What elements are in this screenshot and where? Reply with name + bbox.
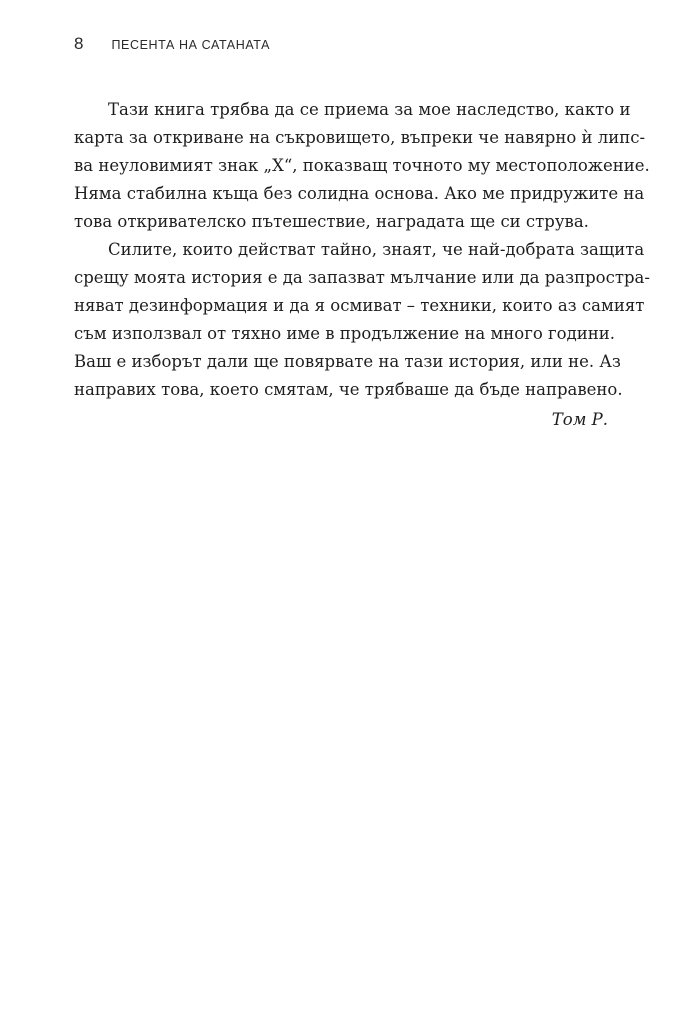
text-line: Силите, които действат тайно, знаят, че най-добрата защита: [108, 240, 645, 259]
body-text: [74, 96, 650, 404]
text-line: няват дезинформация и да я осмиват – техники, които аз самият: [74, 296, 645, 315]
text-line: ва неуловимият знак „Х“, показващ точното му местоположение.: [74, 156, 650, 175]
text-line: направих това, което смятам, че трябваше да бъде направено.: [74, 380, 623, 399]
text-line: срещу моята история е да запазват мълчание или да разпростра-: [74, 268, 650, 287]
text-line: съм използвал от тяхно име в продължение на много години.: [74, 324, 616, 343]
page-number: 8: [74, 34, 84, 53]
text-line: Ваш е изборът дали ще повярвате на тази история, или не. Аз: [74, 352, 621, 371]
text-line: Няма стабилна къща без солидна основа. Ако ме придружите на: [74, 184, 645, 203]
paragraph-1: [74, 96, 650, 236]
author-signature: Том Р.: [551, 410, 608, 429]
text-line: карта за откриване на съкровището, въпреки че навярно ѝ липс-: [74, 128, 646, 147]
text-line: това откривателско пътешествие, наградата ще си струва.: [74, 212, 589, 231]
running-title: ПЕСЕНТА НА САТАНАТА: [111, 38, 271, 52]
paragraph-2: [74, 236, 650, 404]
text-line: Тази книга трябва да се приема за мое наследство, както и: [108, 100, 631, 119]
running-head: [74, 34, 270, 58]
